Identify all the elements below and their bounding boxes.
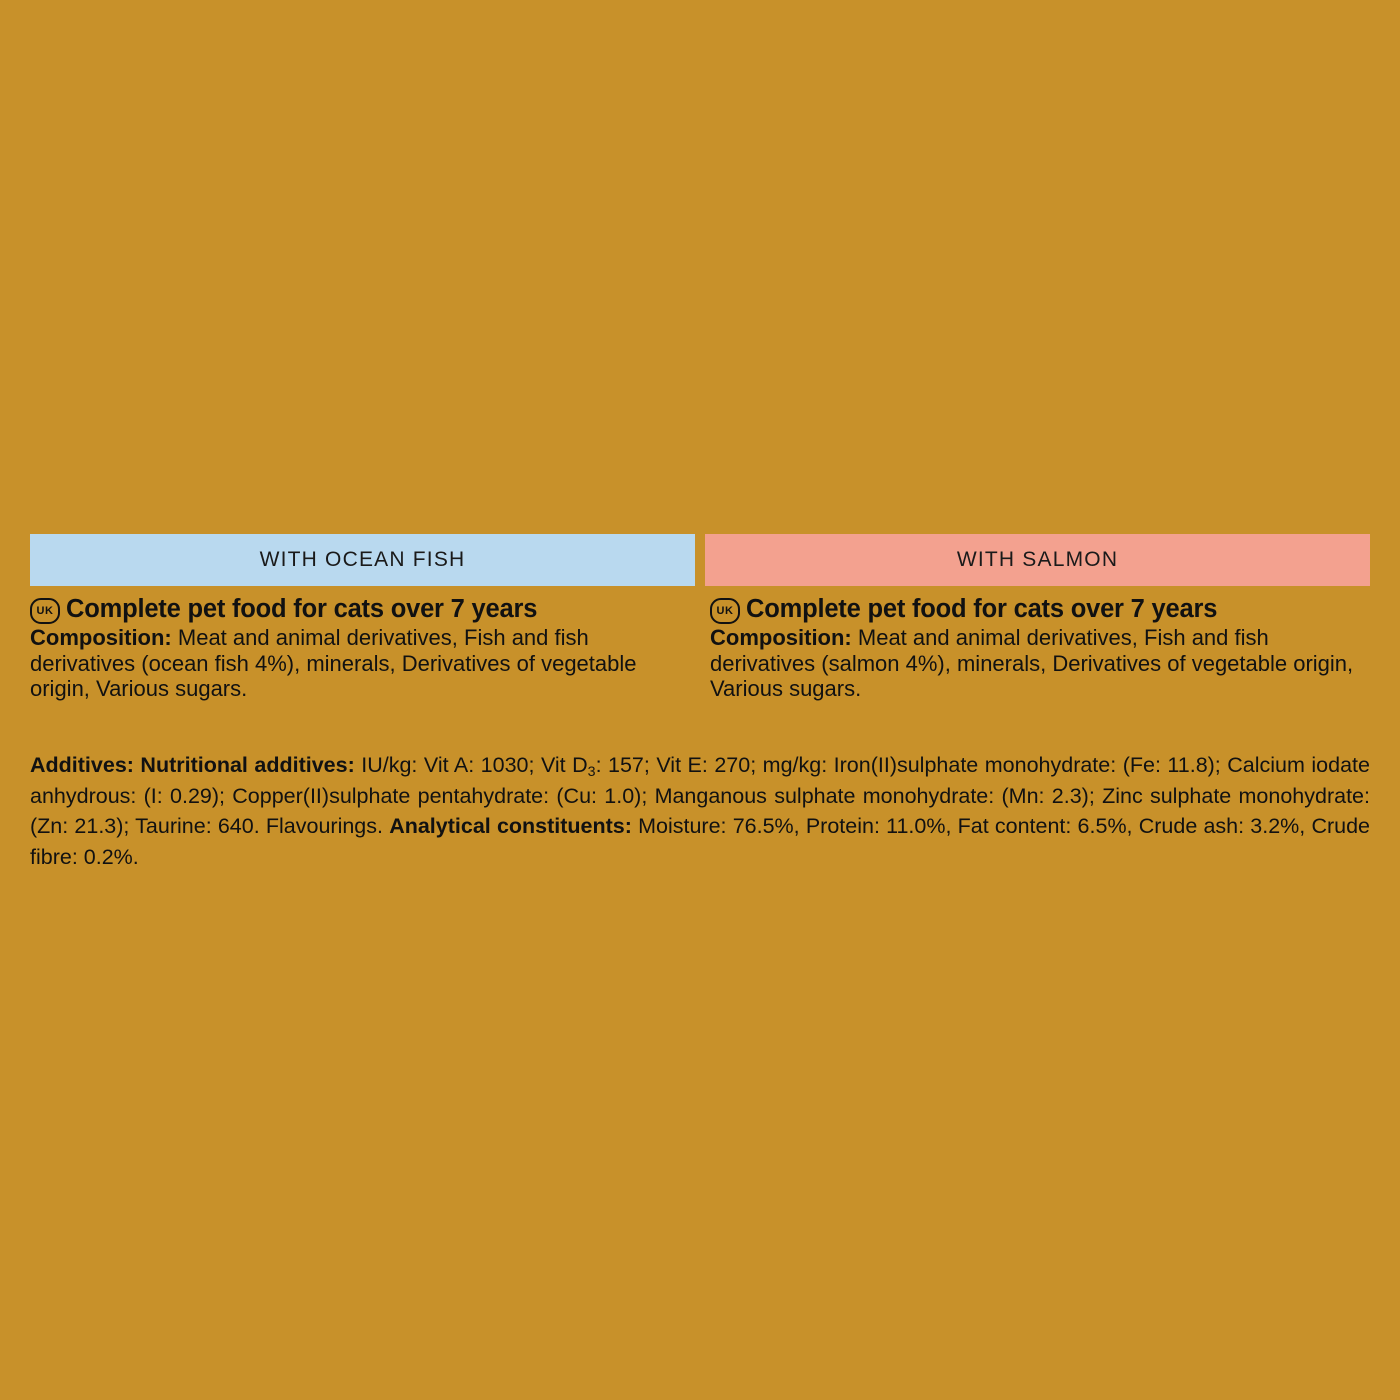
- composition-column-salmon: [700, 596, 1370, 702]
- headline-salmon: Complete pet food for cats over 7 years: [746, 595, 1218, 623]
- headline-ocean-fish: Complete pet food for cats over 7 years: [66, 595, 538, 623]
- additives-label: Additives: Nutritional additives:: [30, 753, 355, 777]
- variant-banner-ocean-fish-label: WITH OCEAN FISH: [259, 548, 466, 571]
- variant-banner-ocean-fish: [30, 534, 695, 586]
- uk-region-icon: UK: [710, 598, 740, 624]
- headline-row-salmon: [710, 596, 1370, 624]
- uk-region-icon: UK: [30, 598, 60, 624]
- vitamin-d3-subscript: 3: [587, 763, 596, 780]
- composition-column-ocean-fish: [30, 596, 700, 702]
- headline-row-ocean-fish: [30, 596, 684, 624]
- composition-text-salmon: [710, 625, 1370, 702]
- composition-text-ocean-fish: [30, 625, 684, 702]
- variant-panel: [30, 534, 1370, 702]
- additives-text-part1: IU/kg: Vit A: 1030; Vit D: [354, 753, 588, 777]
- additives-paragraph: [30, 750, 1370, 872]
- composition-label-salmon: Composition:: [710, 625, 852, 650]
- analytical-constituents-text: Moisture: 76.5%, Protein: 11.0%, Fat content: 6.5%, Crude ash: 3.2%, Crude fibre: 0.2%.: [30, 814, 1371, 869]
- variant-banner-salmon: [705, 534, 1370, 586]
- composition-body-ocean-fish: Meat and animal derivatives, Fish and fish derivatives (ocean fish 4%), minerals, Derivatives of vegetable origin, Various sugars.: [30, 625, 637, 702]
- composition-body-salmon: Meat and animal derivatives, Fish and fish derivatives (salmon 4%), minerals, Derivatives of vegetable origin, Various sugars.: [710, 625, 1354, 702]
- analytical-constituents-label: Analytical constituents:: [389, 814, 632, 839]
- composition-label-ocean-fish: Composition:: [30, 625, 172, 650]
- composition-columns: [30, 596, 1370, 702]
- variant-banner-row: [30, 534, 1370, 586]
- additives-text-part2: : 157; Vit E: 270; mg/kg: Iron(II)sulphate monohydrate: (Fe: 11.8); Calcium iodate anhydrous: (I: 0.29); Copper(II)sulphate pentahydrate: (Cu: 1.0); Manganous sulphate monohydrate: (Mn: 2.3); Zinc sulphate monohydrate: (Zn: 21.3); Taurine: 640. Flavourings.: [30, 753, 1370, 839]
- variant-banner-salmon-label: WITH SALMON: [956, 548, 1119, 571]
